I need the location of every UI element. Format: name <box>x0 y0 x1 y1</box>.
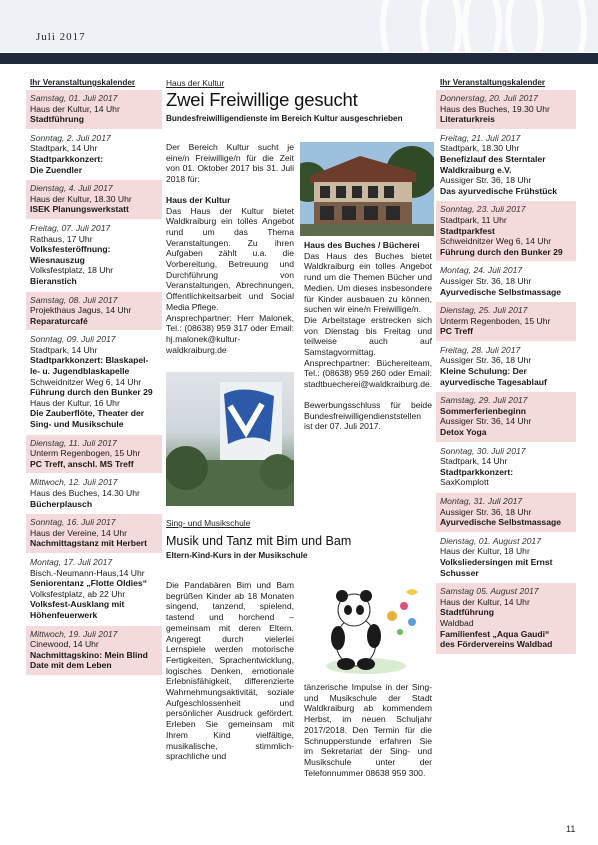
calendar-event <box>26 626 162 676</box>
calendar-event <box>436 533 576 583</box>
calendar-event <box>26 514 162 554</box>
event-date: Samstag, 01. Juli 2017 <box>30 93 118 103</box>
calendar-event <box>26 180 162 220</box>
paragraph: Das Haus der Kultur bietet Waldkraiburg ein tolles Angebot rund um das Thema Veranstaltungen. Zu ihren Aufgaben zählt u.a. die Vorbereitung, Betreuung und Durchführung von Veranstaltungen, Abrechnungen, Öffentlichkeitsarbeit und Social Media Pflege. <box>166 205 294 312</box>
event-title: des Fördervereins Waldbad <box>440 639 553 650</box>
page-month: Juli 2017 <box>36 31 86 43</box>
calendar-event <box>436 392 576 442</box>
event-location: Aussiger Str. 36, 14 Uhr <box>440 416 532 427</box>
event-title: PC Treff <box>440 326 473 337</box>
calendar-event <box>436 201 576 262</box>
event-title: Seniorentanz „Flotte Oldies“ <box>30 578 147 589</box>
event-date: Samstag, 08. Juli 2017 <box>30 294 118 305</box>
event-title: PC Treff, anschl. MS Treff <box>30 458 134 469</box>
calendar-heading: Ihr Veranstaltungskalender <box>440 78 546 87</box>
event-title: Stadtparkfest <box>440 225 495 236</box>
header-band <box>0 0 598 52</box>
article-intro: Der Bereich Kultur sucht je eine/n Freiwillige/n für die Zeit von 01. Oktober 2017 bis 31. Juli 2018 für: <box>166 142 294 185</box>
event-date: Samstag 05. August 2017 <box>440 586 539 597</box>
event-location: Haus der Kultur, 18 Uhr <box>440 546 530 557</box>
article1-right-text <box>304 240 432 432</box>
calendar-event <box>436 302 576 342</box>
event-date: Mittwoch, 12. Juli 2017 <box>30 477 118 488</box>
event-title: ayurvedische Tagesablauf <box>440 376 547 387</box>
event-location: Haus der Kultur, 18.30 Uhr <box>30 193 132 204</box>
event-date: Sonntag, 16. Juli 2017 <box>30 517 116 528</box>
article-music <box>166 518 434 560</box>
event-location: Haus der Kultur, 16 Uhr <box>30 397 120 408</box>
event-title: Ayurvedische Selbstmassage <box>440 517 562 528</box>
event-title: Bieranstich <box>30 275 77 286</box>
section-label: Sing- und Musikschule <box>166 518 251 528</box>
event-title: Stadtführung <box>440 607 494 618</box>
event-title: Nachmittagskino: Mein Blind <box>30 649 148 660</box>
paragraph: Das Haus des Buches bietet Waldkraiburg ein tolles Angebot rund um die Themen Bücher und Medien. Um dieses insbesondere für Kinder ausbauen zu können, suchen wir eine/n Freiwillige/n. <box>304 250 432 315</box>
event-date: Freitag, 21. Juli 2017 <box>440 132 521 143</box>
event-title: Volksfest-Ausklang mit <box>30 599 125 610</box>
right-calendar-column <box>436 72 576 655</box>
paragraph: Die Arbeitstage erstrecken sich von Dienstag bis Freitag und teilweise auch auf Samstagvormittag. <box>304 314 432 358</box>
event-location: Stadtpark, 14 Uhr <box>440 456 508 467</box>
event-location: Stadtpark, 14 Uhr <box>30 344 98 355</box>
article1-left-text <box>166 142 294 355</box>
event-date: Freitag, 28. Juli 2017 <box>440 344 521 355</box>
event-location: Haus des Buches, 19.30 Uhr <box>440 103 550 114</box>
header-bar <box>0 53 598 64</box>
event-date: Dienstag, 25. Juli 2017 <box>440 305 528 316</box>
event-title: Stadtparkkonzert: Blaskapel- <box>30 355 149 366</box>
event-title: Kleine Schulung: Der <box>440 366 527 377</box>
event-location: Schweidnitzer Weg 6, 14 Uhr <box>30 376 142 387</box>
calendar-event <box>436 130 576 202</box>
calendar-event <box>26 435 162 475</box>
event-title: Die Zuendler <box>30 164 83 175</box>
event-date: Dienstag, 01. August 2017 <box>440 535 541 546</box>
calendar-event <box>436 493 576 533</box>
event-location: Waldbad <box>440 617 474 628</box>
calendar-event <box>26 554 162 626</box>
event-title: Die Zauberflöte, Theater der <box>30 408 145 419</box>
event-location: Aussiger Str. 36, 18 Uhr <box>440 275 532 286</box>
event-location: Stadtpark, 14 Uhr <box>30 143 98 154</box>
event-title: Schusser <box>440 567 479 578</box>
article-subtitle: Bundesfreiwilligendienste im Bereich Kultur ausgeschrieben <box>166 114 403 123</box>
calendar-event <box>26 474 162 514</box>
event-location: SaxKomplott <box>440 477 489 488</box>
event-location: Unterm Regenbogen, 15 Uhr <box>30 448 141 459</box>
article-volunteers <box>166 78 434 123</box>
subheading: Haus der Kultur <box>166 194 231 205</box>
event-title: Führung durch den Bunker 29 <box>30 387 153 398</box>
event-title: Detox Yoga <box>440 427 487 438</box>
event-title: Waldkraiburg e.V. <box>440 164 512 175</box>
event-date: Montag, 31. Juli 2017 <box>440 496 523 506</box>
article2-right-text <box>304 682 432 778</box>
event-title: Literaturkreis <box>440 114 495 125</box>
event-location: Cinewood, 14 Uhr <box>30 639 99 650</box>
event-date: Sonntag, 23. Juli 2017 <box>440 204 526 215</box>
panda-drawing <box>304 576 432 676</box>
calendar-event <box>436 583 576 655</box>
event-date: Donnerstag, 20. Juli 2017 <box>440 93 538 103</box>
article2-left-text <box>166 580 294 762</box>
article-title: Zwei Freiwillige gesucht <box>166 89 358 110</box>
event-location: Rathaus, 17 Uhr <box>30 233 93 244</box>
calendar-event <box>436 342 576 392</box>
event-date: Sonntag, 09. Juli 2017 <box>30 334 116 345</box>
event-date: Dienstag, 11. Juli 2017 <box>30 437 117 448</box>
haus-des-buches-photo <box>300 142 434 236</box>
photo-illustration <box>166 372 294 506</box>
event-location: Haus des Buches, 14.30 Uhr <box>30 488 140 498</box>
event-title: Volksfesteröffnung: <box>30 244 111 255</box>
calendar-heading: Ihr Veranstaltungskalender <box>30 78 136 87</box>
section-label: Haus der Kultur <box>166 78 225 88</box>
event-location: Bisch.-Neumann-Haus,14 Uhr <box>30 567 145 578</box>
calendar-event <box>26 292 162 332</box>
subheading: Haus des Buches / Bücherei <box>304 240 420 250</box>
event-date: Mittwoch, 19. Juli 2017 <box>30 628 118 639</box>
calendar-event <box>26 90 162 130</box>
event-title: Führung durch den Bunker 29 <box>440 246 563 257</box>
event-title: Höhenfeuerwerk <box>30 609 98 620</box>
page-number: 11 <box>566 824 576 834</box>
decorative-swirl <box>505 0 587 52</box>
event-location: Aussiger Str. 36, 18 Uhr <box>440 355 532 366</box>
event-date: Montag, 24. Juli 2017 <box>440 265 523 276</box>
contact-info: Ansprechpartner: Büchereiteam, Tel.: (08638) 959 260 oder Email: stadtbuecherei@waldkraiburg.de. <box>304 357 433 390</box>
event-date: Sonntag, 30. Juli 2017 <box>440 445 526 456</box>
article-title: Musik und Tanz mit Bim und Bam <box>166 534 352 548</box>
photo-illustration <box>300 142 434 236</box>
event-title: Stadtparkkonzert: <box>30 153 104 164</box>
event-title: Benefizlauf des Sterntaler <box>440 153 546 164</box>
event-title: Sing- und Musikschule <box>30 419 124 430</box>
event-title: Date mit dem Leben <box>30 660 112 671</box>
event-title: Volksliedersingen mit Ernst <box>440 556 553 567</box>
calendar-event <box>26 220 162 292</box>
event-location: Volksfestplatz, ab 22 Uhr <box>30 588 126 599</box>
event-title: ISEK Planungswerkstatt <box>30 204 129 215</box>
event-location: Projekthaus Jagus, 14 Uhr <box>30 305 132 316</box>
event-title: Familienfest „Aqua Gaudi“ <box>440 628 550 639</box>
article-subtitle: Eltern-Kind-Kurs in der Musikschule <box>166 551 308 560</box>
event-location: Schweidnitzer Weg 6, 14 Uhr <box>440 236 552 247</box>
event-title: Stadtparkkonzert: <box>440 466 514 477</box>
event-date: Sonntag, 2. Juli 2017 <box>30 132 111 143</box>
panda-illustration <box>304 576 432 676</box>
event-title: Reparaturcafé <box>30 315 88 326</box>
deadline-note: Bewerbungsschluss für beide Bundesfreiwilligendienststellen ist der 07. Juli 2017. <box>304 399 432 432</box>
event-title: Ayurvedische Selbstmassage <box>440 286 562 297</box>
event-date: Montag, 17. Juli 2017 <box>30 556 113 567</box>
event-title: Bücherplausch <box>30 498 93 509</box>
event-location: Aussiger Str. 36, 18 Uhr <box>440 175 532 186</box>
calendar-event <box>436 443 576 493</box>
event-title: le- u. Jugendblaskapelle <box>30 366 130 377</box>
event-title: Stadtführung <box>30 114 84 125</box>
paragraph: Die Pandabären Bim und Bam begrüßen Kinder ab 18 Monaten singend, tanzend, spielend, tastend und horchend – gemeinsam mit deren Eltern. Angeregt durch vielerlei Lernspiele werden motorische Fertigkeiten, Sprachentwicklung, logisches Denken, emotionale Erlebnisfähigkeit, differenzierte Wahrnehmungsaktivität, soziale Aufgeschlossenheit und persönlicher Ausdruck gefördert. Erleben Sie gemeinsam mit Ihrem Kind vielfältige, musikalische, stimmlich-sprachliche und <box>166 580 294 762</box>
calendar-event <box>436 90 576 130</box>
event-date: Dienstag, 4. Juli 2017 <box>30 183 113 194</box>
event-date: Freitag, 07. Juli 2017 <box>30 222 111 233</box>
haus-der-kultur-photo <box>166 372 294 506</box>
left-calendar-column <box>26 72 162 676</box>
event-location: Haus der Kultur, 14 Uhr <box>440 596 530 607</box>
calendar-event <box>26 331 162 434</box>
event-location: Stadtpark, 18.30 Uhr <box>440 143 520 154</box>
event-title: Wiesnauszug <box>30 254 85 265</box>
event-location: Aussiger Str. 36, 18 Uhr <box>440 506 532 517</box>
event-title: Nachmittagstanz mit Herbert <box>30 538 147 549</box>
event-location: Haus der Kultur, 14 Uhr <box>30 103 120 114</box>
calendar-event <box>436 262 576 302</box>
contact-info: Ansprechpartner: Herr Malonek, Tel.: (08638) 959 317 oder Email: hj.malonek@kultur-waldkraiburg.de <box>166 312 294 355</box>
event-title: Das ayurvedische Frühstück <box>440 185 558 196</box>
event-title: Sommerferienbeginn <box>440 405 526 416</box>
event-location: Unterm Regenboden, 15 Uhr <box>440 315 551 326</box>
event-location: Stadtpark, 11 Uhr <box>440 214 507 225</box>
event-date: Samstag, 29. Juli 2017 <box>440 395 528 406</box>
calendar-event <box>26 130 162 180</box>
paragraph: tänzerische Impulse in der Sing- und Musikschule der Stadt Waldkraiburg ab kommendem Herbst, im neuen Schuljahr 2017/2018. Den Termin für die Schnupperstunde erfahren Sie im Sekretariat der Sing- und Musikschule unter der Telefonnummer 08638 959 300. <box>304 682 432 778</box>
event-location: Haus der Vereine, 14 Uhr <box>30 527 127 538</box>
event-location: Volksfestplatz, 18 Uhr <box>30 265 114 276</box>
